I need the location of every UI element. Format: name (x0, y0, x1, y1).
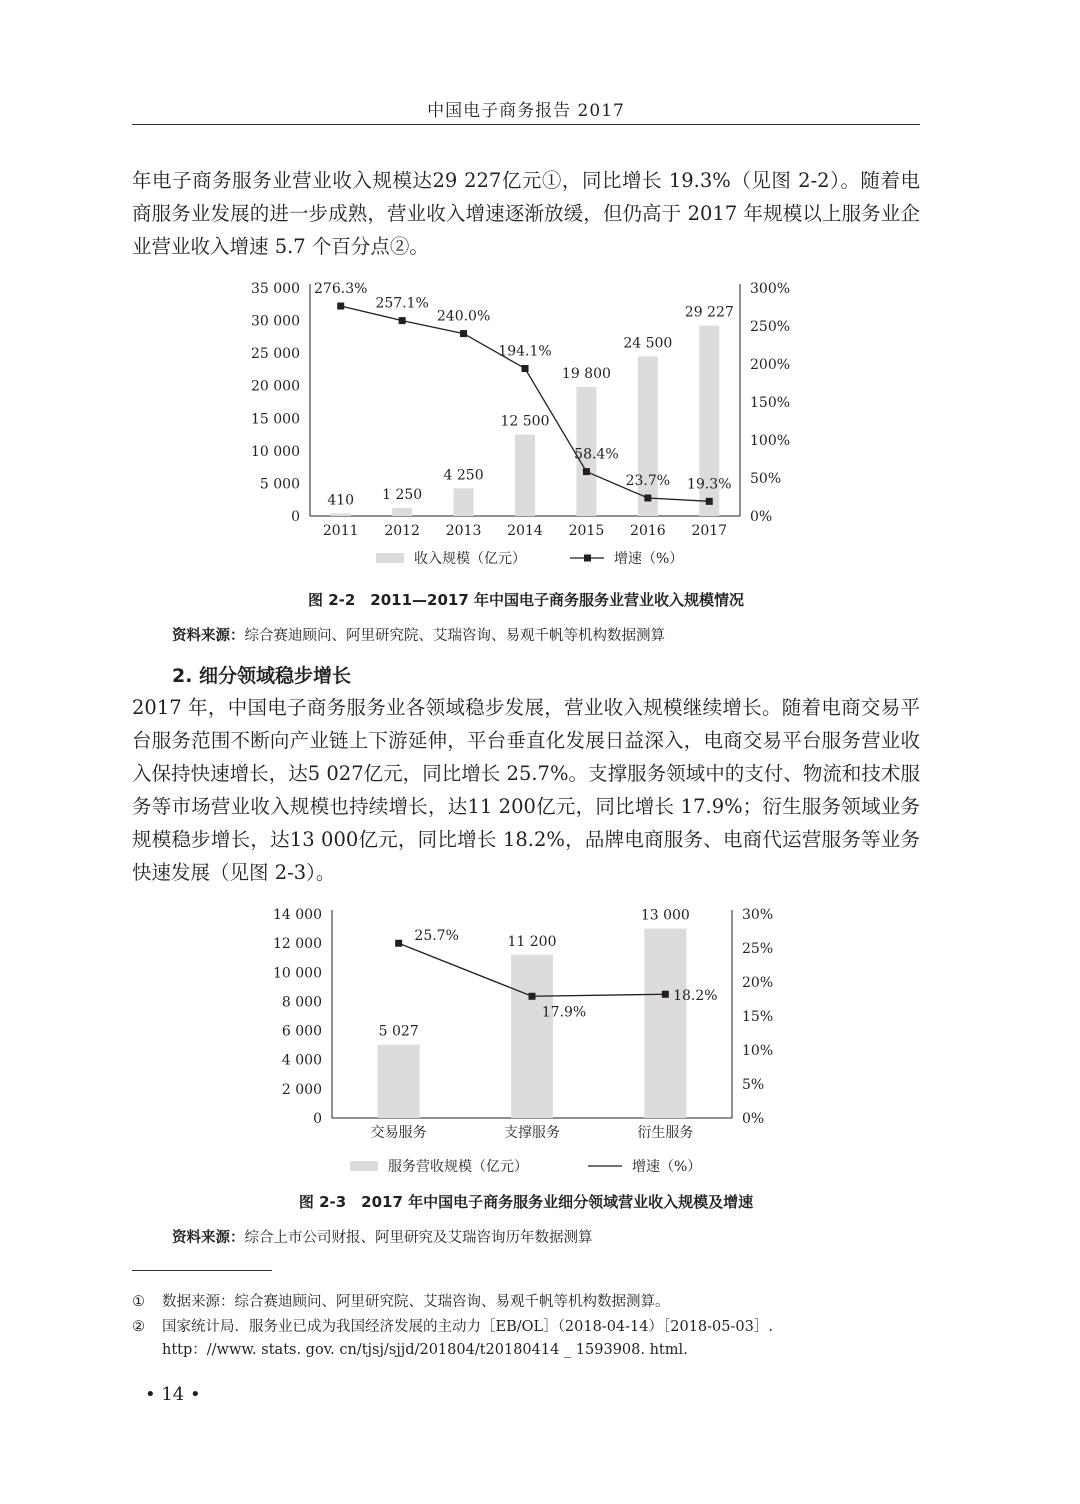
growth-marker (644, 494, 651, 501)
bar (454, 488, 474, 516)
y-tick-label: 6 000 (281, 1023, 322, 1040)
chart-segments-2017 (270, 900, 830, 1180)
bar (392, 508, 412, 516)
bar (378, 1045, 420, 1118)
growth-value-label: 17.9% (541, 1004, 587, 1021)
y-tick-label: 8 000 (281, 994, 322, 1011)
y2-tick-label: 200% (750, 357, 791, 373)
y2-tick-label: 100% (750, 433, 791, 449)
figure-2-2-caption: 图 2-2 2011—2017 年中国电子商务服务业营业收入规模情况 (307, 591, 745, 609)
growth-value-label: 276.3% (314, 281, 368, 298)
bar-value-label: 1 250 (382, 486, 423, 503)
bar-value-label: 12 500 (500, 413, 550, 430)
y2-tick-label: 0% (750, 509, 773, 525)
source-text: 综合上市公司财报、阿里研究及艾瑞咨询历年数据测算 (244, 1230, 593, 1246)
growth-value-label: 19.3% (687, 476, 732, 493)
legend-bar-label: 收入规模（亿元） (414, 551, 526, 567)
growth-marker (395, 940, 402, 947)
y2-tick-label: 15% (742, 1009, 774, 1025)
bar-value-label: 19 800 (561, 366, 611, 383)
y2-tick-label: 20% (742, 975, 774, 991)
y-tick-label: 0 (313, 1111, 322, 1127)
growth-value-label: 58.4% (574, 446, 619, 463)
y-tick-label: 12 000 (273, 936, 322, 953)
y-tick-label: 2 000 (281, 1081, 322, 1098)
growth-value-label: 25.7% (414, 928, 459, 945)
x-tick-label: 2017 (691, 523, 728, 539)
y-tick-label: 14 000 (273, 907, 322, 923)
x-tick-label: 2013 (445, 523, 482, 539)
x-tick-label: 2012 (384, 523, 420, 539)
y-tick-label: 4 000 (281, 1052, 322, 1069)
paragraph-2: 2017 年，中国电子商务服务业各领域稳步发展，营业收入规模继续增长。随着电商交易平台服务范围不断向产业链上下游延伸，平台垂直化发展日益深入，电商交易平台服务营业收入保持快速增长，达5 027亿元，同比增长 25.7%。支撑服务领域中的支付、物流和技术服务等市场营业收入规模也持续增长，达11 200亿元，同比增长 17.9%；衍生服务领域业务规模稳步增长，达13 000亿元，同比增长 18.2%，品牌电商服务、电商代运营服务等业务快速发展（见图 2-3）。 (132, 696, 920, 884)
growth-marker (337, 303, 344, 310)
y-tick-label: 25 000 (251, 346, 300, 363)
growth-value-label: 240.0% (436, 308, 491, 325)
y2-tick-label: 5% (742, 1077, 765, 1093)
section-heading: 2. 细分领域稳步增长 (172, 665, 352, 687)
source-label: 资料来源： (172, 628, 245, 644)
y-tick-label: 30 000 (251, 313, 300, 330)
bar-value-label: 4 250 (443, 467, 484, 484)
growth-marker (529, 993, 536, 1000)
bar (644, 929, 686, 1118)
paragraph-1: 年电子商务服务业营业收入规模达29 227亿元①，同比增长 19.3%（见图 2-2）。随着电商服务业发展的进一步成熟，营业收入增速逐渐放缓，但仍高于 2017 年规模以上服务业企业营业收入增速 5.7 个百分点②。 (132, 169, 920, 258)
running-header: 中国电子商务报告 2017 (427, 101, 625, 121)
legend-bar-label: 服务营收规模（亿元） (388, 1159, 528, 1175)
bar-value-label: 410 (327, 492, 355, 509)
footnote-1 (132, 1292, 670, 1312)
x-tick-label: 2014 (507, 523, 543, 539)
legend-bar-swatch (350, 1161, 378, 1171)
footnote-rule (132, 1270, 272, 1271)
growth-marker (662, 991, 669, 998)
bar (331, 513, 351, 516)
y-tick-label: 15 000 (251, 411, 300, 428)
bar-value-label: 24 500 (623, 335, 673, 352)
y2-tick-label: 250% (750, 319, 791, 335)
growth-value-label: 257.1% (375, 295, 429, 312)
footnote-2 (132, 1317, 773, 1337)
y-tick-label: 5 000 (259, 476, 300, 493)
y-tick-label: 20 000 (251, 378, 300, 395)
source-text: 综合赛迪顾问、阿里研究院、艾瑞咨询、易观千帆等机构数据测算 (244, 628, 665, 644)
legend-line-label: 增速（%） (632, 1159, 702, 1175)
growth-marker (399, 317, 406, 324)
legend-line-marker (584, 555, 591, 562)
x-tick-label: 2015 (568, 523, 605, 539)
growth-marker (583, 468, 590, 475)
growth-value-label: 194.1% (498, 343, 552, 360)
y-tick-label: 35 000 (251, 281, 300, 297)
y2-tick-label: 10% (742, 1043, 774, 1059)
legend-bar-swatch (376, 553, 404, 563)
y2-tick-label: 300% (750, 281, 791, 297)
footnote-mark: ① (132, 1294, 145, 1310)
x-tick-label: 2016 (630, 523, 666, 539)
footnote-text: 国家统计局．服务业已成为我国经济发展的主动力［EB/OL］（2018-04-14）［2018-05-03］. (162, 1319, 773, 1335)
header-rule (132, 124, 920, 125)
growth-value-label: 23.7% (625, 472, 671, 489)
source-label: 资料来源： (172, 1230, 245, 1246)
bar-value-label: 5 027 (378, 1023, 419, 1040)
growth-marker (706, 498, 713, 505)
legend-line-label: 增速（%） (614, 551, 684, 567)
x-tick-label: 2011 (322, 523, 359, 539)
figure-2-3-caption: 图 2-3 2017 年中国电子商务服务业细分领域营业收入规模及增速 (298, 1193, 754, 1211)
y2-tick-label: 50% (750, 471, 782, 487)
figure-2-2-source (172, 624, 665, 645)
growth-marker (460, 330, 467, 337)
bar-value-label: 29 227 (684, 304, 734, 321)
y2-tick-label: 0% (742, 1111, 765, 1127)
y2-tick-label: 25% (742, 941, 774, 957)
bar-value-label: 11 200 (507, 933, 557, 950)
x-tick-label: 衍生服务 (637, 1125, 694, 1141)
x-tick-label: 交易服务 (370, 1125, 427, 1141)
y-tick-label: 0 (291, 509, 300, 525)
bar-value-label: 13 000 (640, 907, 690, 924)
growth-marker (522, 365, 529, 372)
y2-tick-label: 30% (742, 907, 774, 923)
y-tick-label: 10 000 (273, 965, 322, 982)
footnote-text: http：//www. stats. gov. cn/tjsj/sjjd/201804/t20180414 _ 1593908. html. (162, 1342, 688, 1358)
figure-2-3-source (172, 1226, 593, 1247)
y2-tick-label: 150% (750, 395, 791, 411)
bar (638, 356, 658, 516)
page-number: • 14 • (145, 1384, 201, 1405)
growth-value-label: 18.2% (673, 988, 718, 1005)
y-tick-label: 10 000 (251, 443, 300, 460)
footnote-text: 数据来源：综合赛迪顾问、阿里研究院、艾瑞咨询、易观千帆等机构数据测算。 (162, 1294, 670, 1310)
bar (515, 435, 535, 516)
bar (511, 955, 553, 1118)
chart-revenue-2011-2017 (250, 276, 810, 576)
x-tick-label: 支撑服务 (504, 1125, 560, 1141)
footnote-2-url (132, 1340, 688, 1360)
footnote-mark: ② (132, 1319, 145, 1335)
